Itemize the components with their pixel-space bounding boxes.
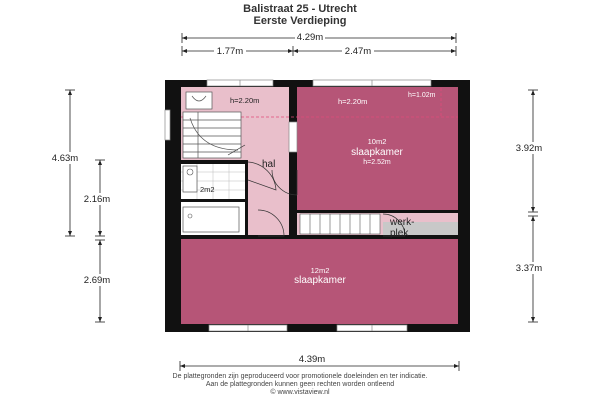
copyright: © www.vistaview.nl	[270, 389, 330, 396]
shower	[181, 202, 245, 235]
plan-title: Balistraat 25 - Utrecht	[243, 3, 357, 15]
bedroom-bottom-label: slaapkamer	[294, 275, 346, 286]
bathroom-area: 2m2	[200, 185, 215, 194]
dim-top-total: 4.29m	[296, 32, 324, 43]
bedroom-top-height-center: h=2.52m	[363, 159, 391, 166]
bedroom-top-area: 10m2	[367, 137, 387, 146]
werkplek-stairs	[300, 214, 380, 234]
dim-top-left: 1.77m	[216, 46, 244, 57]
dim-left-total: 4.63m	[51, 153, 79, 164]
werkplek-label-2: plek	[390, 228, 409, 239]
werkplek-label-1: werk-	[390, 217, 415, 228]
staircase	[183, 112, 241, 158]
dim-top-right: 2.47m	[344, 46, 372, 57]
bedroom-bottom-area: 12m2	[310, 266, 330, 275]
landing-height: h=2.20m	[230, 96, 260, 105]
disclaimer-line-1: De plattegronden zijn geproduceerd voor promotionele doeleinden en ter indicatie.	[172, 373, 428, 380]
bedroom-top-height-left: h=2.20m	[338, 97, 368, 106]
disclaimer-line-2: Aan de plattegronden kunnen geen rechten worden ontleend	[205, 381, 395, 388]
dim-left-lower: 2.69m	[83, 275, 111, 286]
dim-right-upper: 3.92m	[515, 143, 543, 154]
dim-right-lower: 3.37m	[515, 263, 543, 274]
hal-label: hal	[262, 159, 276, 170]
dim-bottom-total: 4.39m	[298, 354, 326, 365]
floor-subtitle: Eerste Verdieping	[253, 15, 347, 27]
dim-left-upper: 2.16m	[83, 194, 111, 205]
bedroom-top-label: slaapkamer	[351, 147, 403, 158]
bedroom-top-height-right: h=1.02m	[408, 92, 436, 99]
washbasin	[186, 92, 212, 109]
